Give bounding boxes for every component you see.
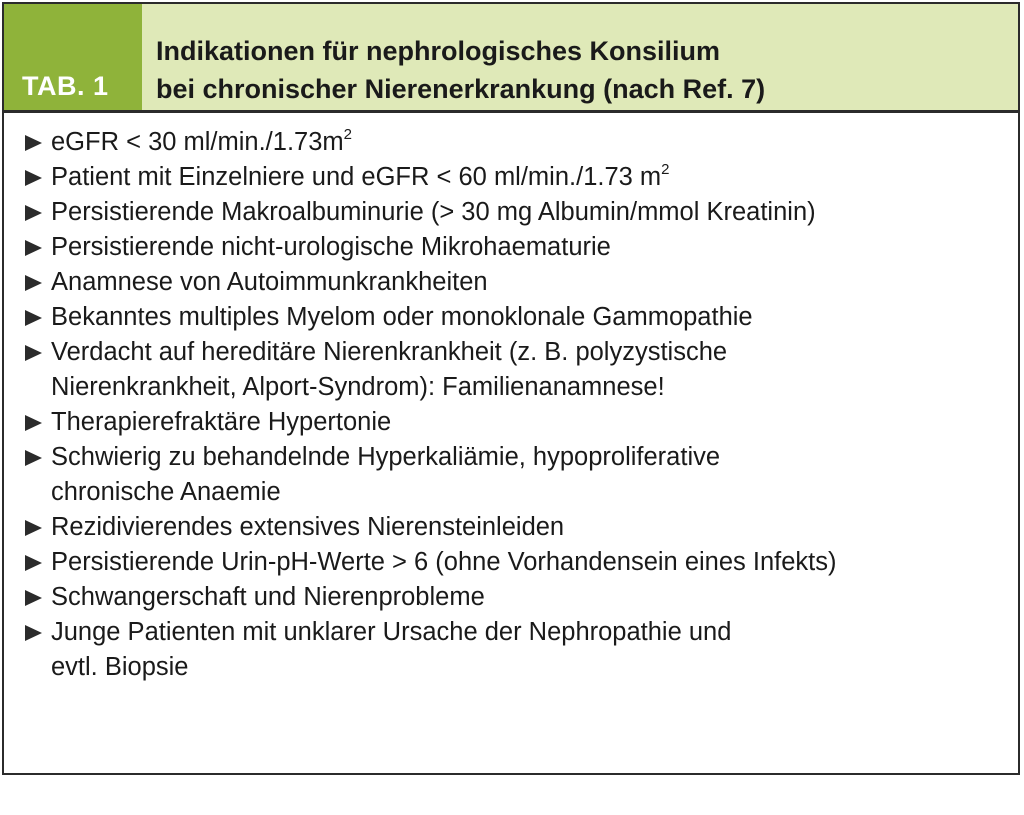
table-title [142,4,1018,110]
list-item-text: Persistierende nicht-urologische Mikrohaematurie [51,233,611,261]
triangle-bullet-icon [25,135,42,151]
triangle-bullet-icon [25,590,42,606]
indications-list [4,125,1018,685]
list-item [4,335,1018,405]
list-item-text-continued: Nierenkrankheit, Alport-Syndrom): Familienanamnese! [51,373,665,401]
list-item [4,405,1018,440]
table-title-line-1: Indikationen für nephrologisches Konsilium [156,36,721,66]
list-item [4,230,1018,265]
list-item [4,265,1018,300]
list-item-text: Patient mit Einzelniere und eGFR < 60 ml/min./1.73 m [51,163,662,191]
list-item [4,195,1018,230]
triangle-bullet-icon [25,310,42,326]
triangle-bullet-icon [25,170,42,186]
triangle-bullet-icon [25,345,42,361]
list-item-text: Bekanntes multiples Myelom oder monoklonale Gammopathie [51,303,753,331]
list-item-text: Persistierende Urin-pH-Werte > 6 (ohne Vorhandensein eines Infekts) [51,548,837,576]
triangle-bullet-icon [25,240,42,256]
list-item-text: Schwangerschaft und Nierenprobleme [51,583,485,611]
indications-table [2,2,1020,775]
list-item [4,160,1018,195]
triangle-bullet-icon [25,520,42,536]
list-item [4,300,1018,335]
list-item-text: Persistierende Makroalbuminurie (> 30 mg Albumin/mmol Kreatinin) [51,198,816,226]
list-item-text: Rezidivierendes extensives Nierensteinleiden [51,513,565,541]
superscript: 2 [661,160,670,178]
triangle-bullet-icon [25,415,42,431]
list-item-text: Verdacht auf hereditäre Nierenkrankheit (z. B. polyzystische [51,338,728,366]
list-item [4,440,1018,510]
triangle-bullet-icon [25,275,42,291]
triangle-bullet-icon [25,555,42,571]
list-item-text: eGFR < 30 ml/min./1.73m [51,128,344,156]
list-item-text: Therapierefraktäre Hypertonie [51,408,392,436]
table-title-line-2: bei chronischer Nierenerkrankung (nach Ref. 7) [156,74,766,104]
list-item-text-continued: chronische Anaemie [51,478,281,506]
list-item-text: Junge Patienten mit unklarer Ursache der Nephropathie und [51,618,732,646]
list-item [4,580,1018,615]
list-item [4,545,1018,580]
triangle-bullet-icon [25,625,42,641]
list-item [4,510,1018,545]
list-item-text: Schwierig zu behandelnde Hyperkaliämie, hypoproliferative [51,443,721,471]
triangle-bullet-icon [25,450,42,466]
superscript: 2 [343,125,352,143]
list-item [4,125,1018,160]
table-number-label: TAB. 1 [4,4,142,110]
list-item-text: Anamnese von Autoimmunkrankheiten [51,268,488,296]
triangle-bullet-icon [25,205,42,221]
list-item-text-continued: evtl. Biopsie [51,653,189,681]
list-item [4,615,1018,685]
table-header [4,4,1018,113]
